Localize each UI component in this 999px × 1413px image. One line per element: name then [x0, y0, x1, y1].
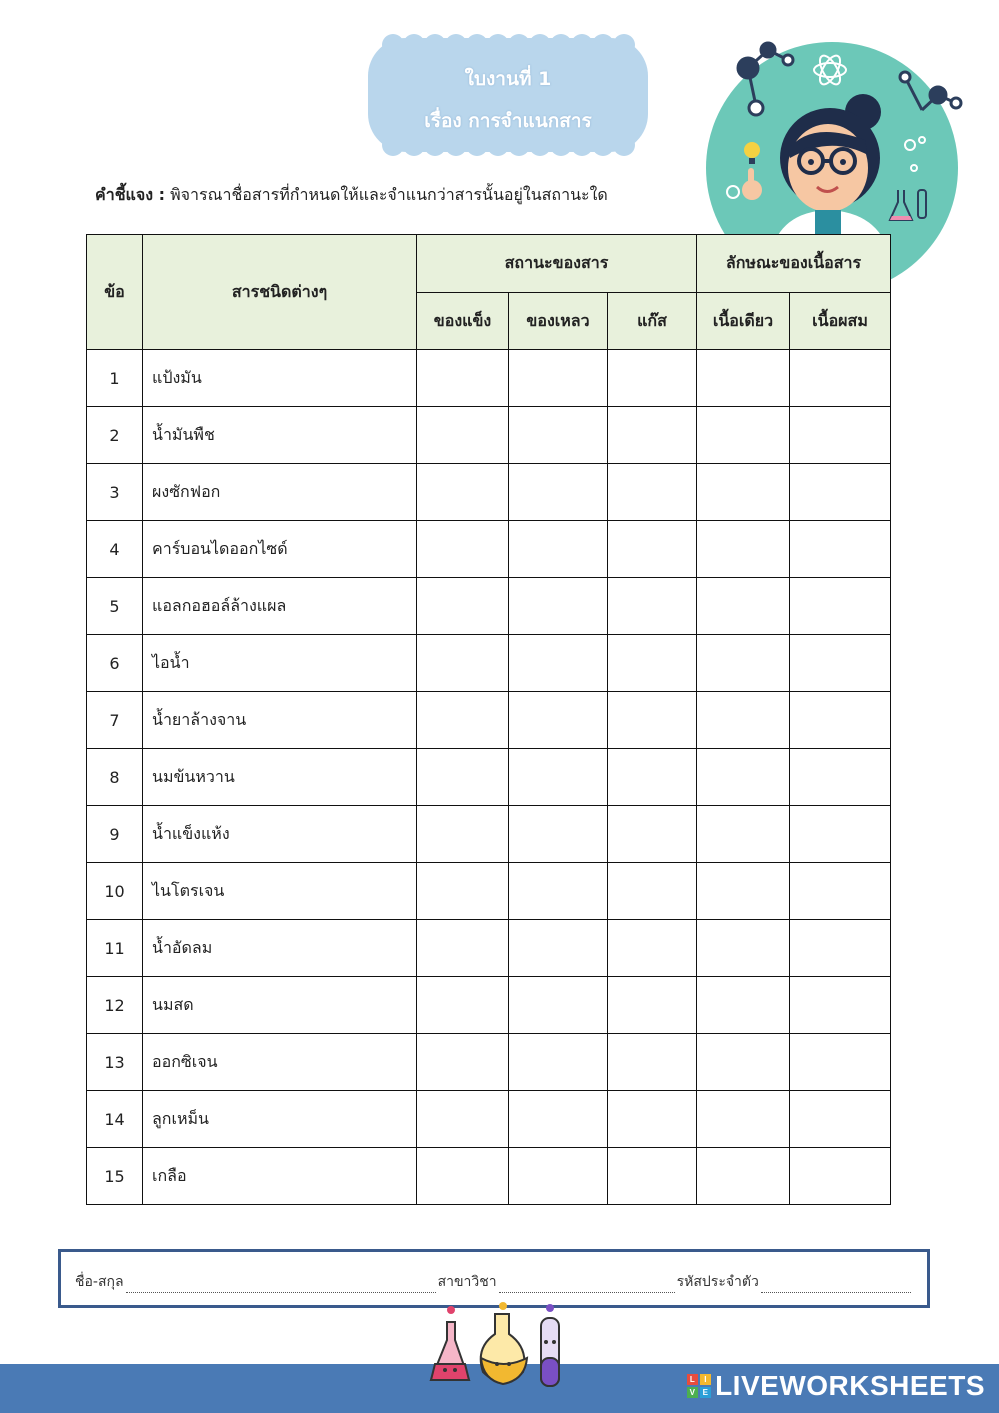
row-number: 12: [87, 977, 143, 1034]
solid-cell[interactable]: [417, 920, 509, 977]
table-row: [87, 521, 891, 578]
table-row: [87, 692, 891, 749]
table-row: [87, 806, 891, 863]
gas-cell[interactable]: [608, 863, 697, 920]
solid-cell[interactable]: [417, 749, 509, 806]
substance-name: แอลกอฮอล์ล้างแผล: [143, 578, 417, 635]
substance-name: ไอน้ำ: [143, 635, 417, 692]
liquid-cell[interactable]: [509, 1148, 608, 1205]
cloud-scallop: [550, 34, 572, 56]
logo-text: LIVEWORKSHEETS: [715, 1370, 985, 1401]
row-number: 3: [87, 464, 143, 521]
cloud-scallop: [571, 134, 593, 156]
homogeneous-cell[interactable]: [697, 920, 790, 977]
row-number: 1: [87, 350, 143, 407]
homogeneous-cell[interactable]: [697, 350, 790, 407]
table-row: [87, 464, 891, 521]
solid-cell[interactable]: [417, 578, 509, 635]
cloud-scallop: [487, 134, 509, 156]
solid-cell[interactable]: [417, 977, 509, 1034]
solid-cell[interactable]: [417, 863, 509, 920]
table-row: [87, 1034, 891, 1091]
gas-cell[interactable]: [608, 806, 697, 863]
cloud-scallop: [592, 134, 614, 156]
cloud-scallop: [592, 34, 614, 56]
student-id-field[interactable]: [761, 1278, 911, 1293]
cloud-scallop: [403, 134, 425, 156]
homogeneous-cell[interactable]: [697, 692, 790, 749]
gas-cell[interactable]: [608, 692, 697, 749]
cloud-scallop: [508, 134, 530, 156]
liquid-cell[interactable]: [509, 806, 608, 863]
instructions: [95, 183, 608, 208]
row-number: 7: [87, 692, 143, 749]
liquid-cell[interactable]: [509, 920, 608, 977]
solid-cell[interactable]: [417, 1034, 509, 1091]
solid-cell[interactable]: [417, 635, 509, 692]
heterogeneous-cell[interactable]: [790, 407, 891, 464]
gas-cell[interactable]: [608, 1091, 697, 1148]
substance-name: ออกซิเจน: [143, 1034, 417, 1091]
heterogeneous-cell[interactable]: [790, 1091, 891, 1148]
homogeneous-cell[interactable]: [697, 863, 790, 920]
solid-cell[interactable]: [417, 521, 509, 578]
major-field[interactable]: [499, 1278, 675, 1293]
gas-cell[interactable]: [608, 350, 697, 407]
substance-name: ลูกเหม็น: [143, 1091, 417, 1148]
cloud-scallop: [613, 134, 635, 156]
homogeneous-cell[interactable]: [697, 1091, 790, 1148]
classification-table: [86, 234, 891, 1205]
solid-cell[interactable]: [417, 407, 509, 464]
homogeneous-cell[interactable]: [697, 977, 790, 1034]
header-texture-group: ลักษณะของเนื้อสาร: [697, 235, 891, 293]
cloud-scallop: [382, 134, 404, 156]
substance-name: นมข้นหวาน: [143, 749, 417, 806]
liquid-cell[interactable]: [509, 521, 608, 578]
heterogeneous-cell[interactable]: [790, 521, 891, 578]
row-number: 8: [87, 749, 143, 806]
substance-name: น้ำยาล้างจาน: [143, 692, 417, 749]
homogeneous-cell[interactable]: [697, 521, 790, 578]
major-label: สาขาวิชา: [437, 1274, 497, 1290]
heterogeneous-cell[interactable]: [790, 692, 891, 749]
row-number: 15: [87, 1148, 143, 1205]
header-homogeneous: เนื้อเดียว: [697, 293, 790, 350]
heterogeneous-cell[interactable]: [790, 749, 891, 806]
header-solid: ของแข็ง: [417, 293, 509, 350]
table-row: [87, 749, 891, 806]
table-row: [87, 635, 891, 692]
substance-name: แป้งมัน: [143, 350, 417, 407]
liquid-cell[interactable]: [509, 977, 608, 1034]
substance-name: นมสด: [143, 977, 417, 1034]
cloud-scallop: [529, 34, 551, 56]
row-number: 11: [87, 920, 143, 977]
cloud-scallop: [550, 134, 572, 156]
substance-name: ผงซักฟอก: [143, 464, 417, 521]
heterogeneous-cell[interactable]: [790, 464, 891, 521]
header-gas: แก๊ส: [608, 293, 697, 350]
liveworksheets-logo: [687, 1370, 985, 1402]
table-row: [87, 1148, 891, 1205]
cloud-scallop: [424, 34, 446, 56]
gas-cell[interactable]: [608, 464, 697, 521]
table-row: [87, 578, 891, 635]
liquid-cell[interactable]: [509, 578, 608, 635]
header-state-group: สถานะของสาร: [417, 235, 697, 293]
cloud-scallop: [445, 134, 467, 156]
gas-cell[interactable]: [608, 920, 697, 977]
cloud-scallop: [424, 134, 446, 156]
student-id-label: รหัสประจำตัว: [676, 1274, 759, 1290]
cloud-scallop: [508, 34, 530, 56]
row-number: 10: [87, 863, 143, 920]
flask-characters-icon: [425, 1300, 575, 1400]
row-number: 14: [87, 1091, 143, 1148]
homogeneous-cell[interactable]: [697, 749, 790, 806]
header-heterogeneous: เนื้อผสม: [790, 293, 891, 350]
solid-cell[interactable]: [417, 464, 509, 521]
homogeneous-cell[interactable]: [697, 578, 790, 635]
title-banner: [372, 42, 644, 148]
header-liquid: ของเหลว: [509, 293, 608, 350]
liquid-cell[interactable]: [509, 1091, 608, 1148]
solid-cell[interactable]: [417, 1091, 509, 1148]
homogeneous-cell[interactable]: [697, 407, 790, 464]
substance-name: คาร์บอนไดออกไซด์: [143, 521, 417, 578]
cloud-scallop: [403, 34, 425, 56]
solid-cell[interactable]: [417, 806, 509, 863]
cloud-scallop: [613, 34, 635, 56]
heterogeneous-cell[interactable]: [790, 806, 891, 863]
heterogeneous-cell[interactable]: [790, 977, 891, 1034]
worksheet-topic: เรื่อง การจำแนกสาร: [424, 110, 592, 132]
table-row: [87, 350, 891, 407]
row-number: 13: [87, 1034, 143, 1091]
liquid-cell[interactable]: [509, 464, 608, 521]
row-number: 5: [87, 578, 143, 635]
heterogeneous-cell[interactable]: [790, 1034, 891, 1091]
substance-name: ไนโตรเจน: [143, 863, 417, 920]
gas-cell[interactable]: [608, 977, 697, 1034]
table-row: [87, 407, 891, 464]
row-number: 6: [87, 635, 143, 692]
solid-cell[interactable]: [417, 692, 509, 749]
gas-cell[interactable]: [608, 1148, 697, 1205]
cloud-scallop: [529, 134, 551, 156]
homogeneous-cell[interactable]: [697, 635, 790, 692]
liquid-cell[interactable]: [509, 863, 608, 920]
heterogeneous-cell[interactable]: [790, 863, 891, 920]
name-label: ชื่อ-สกุล: [75, 1274, 124, 1290]
row-number: 9: [87, 806, 143, 863]
worksheet-number: ใบงานที่ 1: [464, 68, 552, 90]
substance-name: เกลือ: [143, 1148, 417, 1205]
cloud-scallop: [382, 34, 404, 56]
substance-name: น้ำอัดลม: [143, 920, 417, 977]
heterogeneous-cell[interactable]: [790, 578, 891, 635]
substance-name: น้ำแข็งแห้ง: [143, 806, 417, 863]
homogeneous-cell[interactable]: [697, 806, 790, 863]
cloud-scallop: [466, 34, 488, 56]
cloud-scallop: [571, 34, 593, 56]
instructions-label: คำชี้แจง :: [95, 185, 166, 204]
solid-cell[interactable]: [417, 350, 509, 407]
table-row: [87, 863, 891, 920]
solid-cell[interactable]: [417, 1148, 509, 1205]
instructions-text: พิจารณาชื่อสารที่กำหนดให้และจำแนกว่าสารนั้นอยู่ในสถานะใด: [170, 185, 608, 204]
cloud-scallop: [466, 134, 488, 156]
homogeneous-cell[interactable]: [697, 1034, 790, 1091]
gas-cell[interactable]: [608, 1034, 697, 1091]
gas-cell[interactable]: [608, 521, 697, 578]
row-number: 2: [87, 407, 143, 464]
name-field[interactable]: [126, 1278, 436, 1293]
table-row: [87, 920, 891, 977]
liquid-cell[interactable]: [509, 749, 608, 806]
liquid-cell[interactable]: [509, 407, 608, 464]
heterogeneous-cell[interactable]: [790, 920, 891, 977]
row-number: 4: [87, 521, 143, 578]
header-substance: สารชนิดต่างๆ: [143, 235, 417, 350]
liquid-cell[interactable]: [509, 692, 608, 749]
header-no: ข้อ: [87, 235, 143, 350]
gas-cell[interactable]: [608, 407, 697, 464]
cloud-scallop: [487, 34, 509, 56]
gas-cell[interactable]: [608, 749, 697, 806]
liquid-cell[interactable]: [509, 1034, 608, 1091]
liquid-cell[interactable]: [509, 635, 608, 692]
table-row: [87, 1091, 891, 1148]
gas-cell[interactable]: [608, 578, 697, 635]
heterogeneous-cell[interactable]: [790, 635, 891, 692]
homogeneous-cell[interactable]: [697, 1148, 790, 1205]
liquid-cell[interactable]: [509, 350, 608, 407]
homogeneous-cell[interactable]: [697, 464, 790, 521]
heterogeneous-cell[interactable]: [790, 1148, 891, 1205]
gas-cell[interactable]: [608, 635, 697, 692]
cloud-scallop: [445, 34, 467, 56]
heterogeneous-cell[interactable]: [790, 350, 891, 407]
logo-squares-icon: L I V E: [687, 1374, 711, 1398]
table-row: [87, 977, 891, 1034]
substance-name: น้ำมันพืช: [143, 407, 417, 464]
